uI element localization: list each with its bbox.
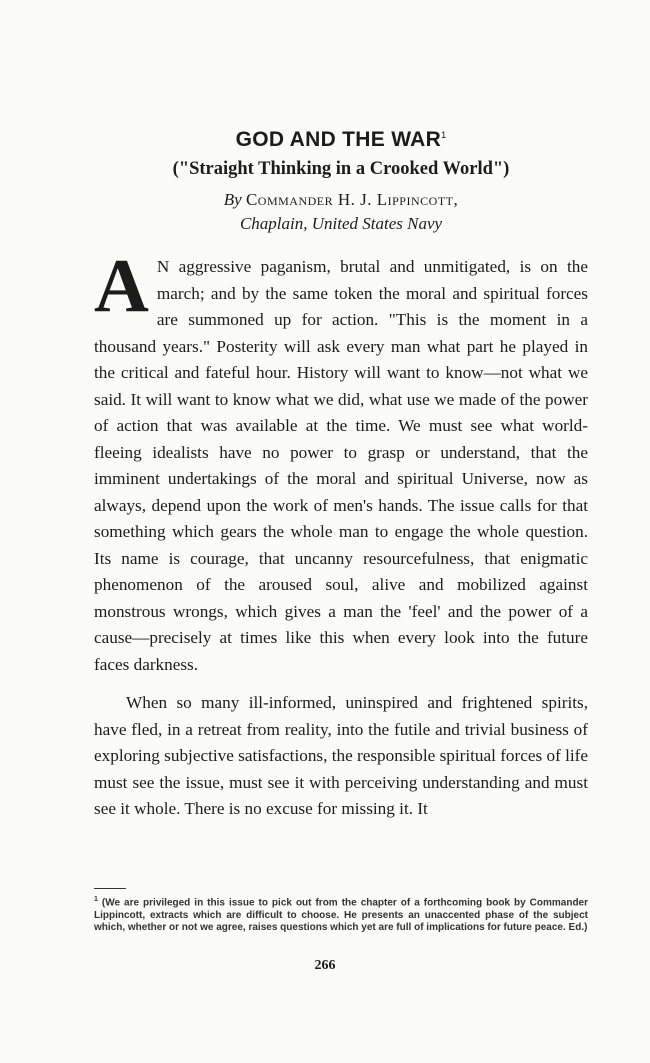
byline bbox=[94, 187, 588, 212]
article-subtitle: ("Straight Thinking in a Crooked World") bbox=[172, 159, 510, 179]
footnote-divider bbox=[94, 888, 126, 889]
paragraph-1-text: N aggressive paganism, brutal and unmitigated, is on the march; and by the same token the moral and spiritual forces are summoned up for action. "This is the moment in a thousand years." Posterity will ask every man what part he played in the critical and fateful hour. History will want to know—not what we said. It will want to know what we did, what use we made of the power of action that was available at the time. We must see what world-fleeing idealists have no power to grasp or understand, that the imminent undertakings of the moral and spiritual Universe, now as always, depend upon the work of men's hands. The issue calls for that something which gears the whole man to engage the whole question. Its name is courage, that uncanny resourcefulness, that enigmatic phenomenon of the aroused soul, alive and mobilized against monstrous wrongs, which gives a man the 'feel' and the power of a cause—precisely at times like this when every look into the future faces darkness. bbox=[94, 257, 588, 674]
by-label: By bbox=[223, 190, 242, 209]
drop-cap: A bbox=[94, 244, 149, 328]
article bbox=[94, 120, 588, 823]
paragraph-1 bbox=[94, 244, 588, 678]
author-affiliation: Chaplain, United States Navy bbox=[239, 214, 443, 233]
footnote-marker: 1 bbox=[94, 896, 98, 903]
page-number: 266 bbox=[314, 958, 336, 973]
paragraph-2: When so many ill-informed, uninspired and frightened spirits, have fled, in a retreat from reality, into the futile and trivial business of exploring subjective satisfactions, the responsible spiritual forces of life must see the issue, must see it with perceiving understanding and must see it whole. There is no excuse for missing it. It bbox=[94, 693, 589, 818]
footnote-text: (We are privileged in this issue to pick out from the chapter of a forthcoming book by Commander Lippincott, extracts which are difficult to choose. He presents an unaccented phase of the subject which, whether or not we agree, raises questions which yet are full of implications for future peace. Ed.) bbox=[94, 897, 589, 934]
footnote bbox=[94, 894, 588, 935]
article-title: GOD AND THE WAR$^1$ bbox=[235, 128, 447, 151]
title-footnote-marker: 1 bbox=[441, 130, 447, 140]
author-name: Commander H. J. Lippincott, bbox=[245, 190, 459, 209]
article-body bbox=[94, 244, 589, 823]
